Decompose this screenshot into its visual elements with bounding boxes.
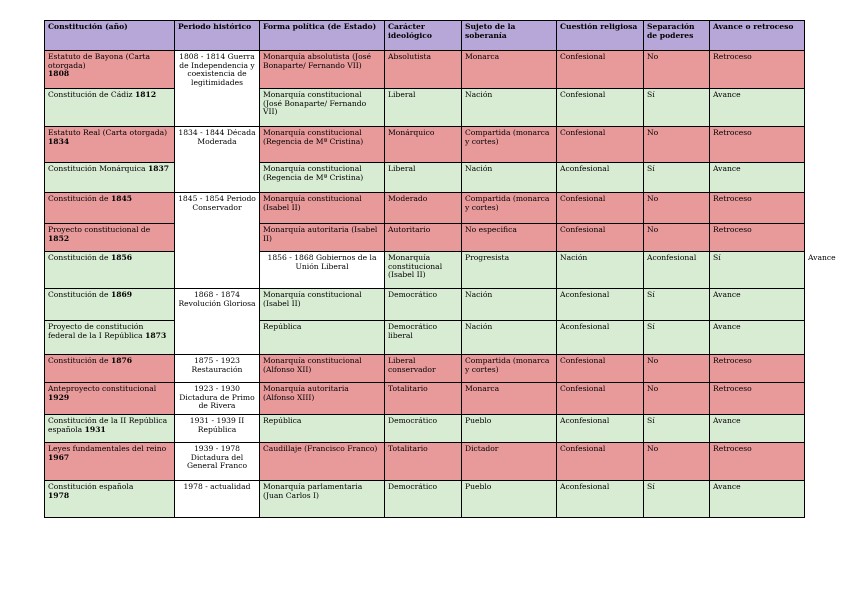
constitution-name-cell — [45, 224, 175, 252]
constitution-name: Constitución española — [48, 482, 134, 491]
constitution-name-cell — [45, 443, 175, 481]
table-row — [45, 355, 805, 383]
caracter-cell: Totalitario — [385, 383, 462, 415]
constitution-name: Constitución de Cádiz — [48, 90, 133, 99]
constitution-name-cell — [45, 383, 175, 415]
religion-cell: Aconfesional — [557, 163, 644, 193]
constitution-name-cell — [45, 481, 175, 518]
header-cell: Separación de poderes — [644, 21, 710, 51]
religion-cell: Confesional — [557, 355, 644, 383]
period-cell: 1834 - 1844 Década Moderada — [175, 127, 260, 193]
header-cell: Carácter ideológico — [385, 21, 462, 51]
constitutions-table — [44, 20, 836, 518]
avance-cell: Avance — [710, 163, 805, 193]
forma-cell: Monarquía absolutista (José Bonaparte/ Fernando VII) — [260, 51, 385, 89]
period-cell: 1808 - 1814 Guerra de Independencia y coexistencia de legitimidades — [175, 51, 260, 127]
sujeto-cell: Pueblo — [462, 415, 557, 443]
constitution-name: Constitución de — [48, 356, 109, 365]
constitution-name: Constitución de — [48, 290, 109, 299]
period-cell: 1931 - 1939 II República — [175, 415, 260, 443]
caracter-cell: Democrático liberal — [385, 321, 462, 355]
sujeto-cell: Nación — [557, 252, 644, 289]
constitution-year: 1834 — [48, 136, 70, 146]
separacion-cell: Sí — [644, 481, 710, 518]
table-row — [45, 89, 805, 127]
separacion-cell: No — [644, 51, 710, 89]
constitution-year: 1929 — [48, 392, 70, 402]
constitution-name-cell — [45, 289, 175, 321]
separacion-cell: No — [644, 383, 710, 415]
constitution-name: Constitución de — [48, 194, 109, 203]
forma-cell: Monarquía constitucional (Alfonso XII) — [260, 355, 385, 383]
constitution-year: 1873 — [145, 330, 167, 340]
constitution-year: 1845 — [110, 194, 133, 203]
separacion-cell: No — [644, 193, 710, 224]
period-cell: 1978 - actualidad — [175, 481, 260, 518]
sujeto-cell: Nación — [462, 89, 557, 127]
header-cell: Constitución (año) — [45, 21, 175, 51]
separacion-cell: No — [644, 355, 710, 383]
constitution-name: Leyes fundamentales del reino — [48, 444, 167, 453]
forma-cell: Monarquía constitucional (Isabel II) — [385, 252, 462, 289]
constitution-name: Constitución Monárquica — [48, 164, 146, 173]
religion-cell: Aconfesional — [644, 252, 710, 289]
constitution-name-cell — [45, 51, 175, 89]
sujeto-cell: Compartida (monarca y cortes) — [462, 127, 557, 163]
religion-cell: Confesional — [557, 224, 644, 252]
sujeto-cell: Monarca — [462, 51, 557, 89]
religion-cell: Confesional — [557, 383, 644, 415]
religion-cell: Aconfesional — [557, 289, 644, 321]
caracter-cell: Progresista — [462, 252, 557, 289]
table-row — [45, 127, 805, 163]
constitution-year: 1978 — [48, 490, 70, 500]
forma-cell: Monarquía constitucional (Isabel II) — [260, 289, 385, 321]
constitution-year: 1869 — [110, 290, 133, 299]
forma-cell: Monarquía constitucional (Regencia de Mª Cristina) — [260, 163, 385, 193]
caracter-cell: Autoritario — [385, 224, 462, 252]
table-row — [45, 321, 805, 355]
religion-cell: Confesional — [557, 443, 644, 481]
period-cell: 1856 - 1868 Gobiernos de la Unión Liberal — [260, 252, 385, 289]
forma-cell: Monarquía constitucional (José Bonaparte/ Fernando VII) — [260, 89, 385, 127]
separacion-cell: Sí — [644, 321, 710, 355]
sujeto-cell: Nación — [462, 289, 557, 321]
avance-cell: Avance — [710, 321, 805, 355]
table-row — [45, 443, 805, 481]
religion-cell: Aconfesional — [557, 481, 644, 518]
religion-cell: Confesional — [557, 193, 644, 224]
caracter-cell: Liberal — [385, 89, 462, 127]
separacion-cell: Sí — [644, 163, 710, 193]
constitution-name-cell — [45, 415, 175, 443]
constitution-year: 1837 — [147, 164, 170, 173]
table-row — [45, 481, 805, 518]
caracter-cell: Liberal — [385, 163, 462, 193]
sujeto-cell: Nación — [462, 321, 557, 355]
forma-cell: Monarquía parlamentaria (Juan Carlos I) — [260, 481, 385, 518]
separacion-cell: No — [644, 224, 710, 252]
constitution-name-cell — [45, 321, 175, 355]
period-cell: 1875 - 1923 Restauración — [175, 355, 260, 383]
caracter-cell: Liberal conservador — [385, 355, 462, 383]
constitution-year: 1876 — [110, 356, 133, 365]
constitution-name: Anteproyecto constitucional — [48, 384, 157, 393]
separacion-cell: Sí — [644, 415, 710, 443]
avance-cell: Retroceso — [710, 193, 805, 224]
religion-cell: Aconfesional — [557, 415, 644, 443]
forma-cell: Monarquía constitucional (Regencia de Mª Cristina) — [260, 127, 385, 163]
table-row: Constitución de 1856 1856 - 1868 Gobiernos de la Unión Liberal Monarquía constitucional (Isabel II) Progresista Nación Aconfesional Sí Avance — [45, 252, 805, 289]
header-cell: Avance o retroceso — [710, 21, 805, 51]
period-cell: 1939 - 1978 Dictadura del General Franco — [175, 443, 260, 481]
constitution-name: Constitución de — [48, 253, 109, 262]
forma-cell: República — [260, 415, 385, 443]
avance-cell: Retroceso — [710, 383, 805, 415]
constitution-year: 1808 — [48, 69, 70, 79]
sujeto-cell: Compartida (monarca y cortes) — [462, 193, 557, 224]
constitution-year: 1856 — [110, 253, 133, 262]
avance-cell: Retroceso — [710, 355, 805, 383]
avance-cell: Retroceso — [710, 51, 805, 89]
constitution-name-cell — [45, 89, 175, 127]
avance-cell: Avance — [710, 481, 805, 518]
sujeto-cell: Nación — [462, 163, 557, 193]
header-cell: Forma política (de Estado) — [260, 21, 385, 51]
separacion-cell: Sí — [710, 252, 805, 289]
forma-cell: Monarquía autoritaria (Alfonso XIII) — [260, 383, 385, 415]
constitution-year: 1812 — [134, 90, 157, 99]
religion-cell: Confesional — [557, 51, 644, 89]
avance-cell: Avance — [710, 415, 805, 443]
constitution-year: 1967 — [48, 452, 70, 462]
separacion-cell: No — [644, 443, 710, 481]
sujeto-cell: Compartida (monarca y cortes) — [462, 355, 557, 383]
constitution-name-cell — [45, 252, 175, 289]
avance-cell: Retroceso — [710, 127, 805, 163]
sujeto-cell: Monarca — [462, 383, 557, 415]
caracter-cell: Moderado — [385, 193, 462, 224]
caracter-cell: Totalitario — [385, 443, 462, 481]
avance-cell: Avance — [710, 89, 805, 127]
religion-cell: Confesional — [557, 89, 644, 127]
table-row — [45, 193, 805, 224]
table-row — [45, 289, 805, 321]
constitution-name: Estatuto Real (Carta otorgada) — [48, 128, 168, 137]
caracter-cell: Democrático — [385, 289, 462, 321]
constitution-name: Proyecto constitucional de — [48, 225, 151, 234]
period-cell: 1868 - 1874 Revolución Gloriosa — [175, 289, 260, 355]
sujeto-cell: No especifica — [462, 224, 557, 252]
caracter-cell: Absolutista — [385, 51, 462, 89]
forma-cell: Monarquía constitucional (Isabel II) — [260, 193, 385, 224]
constitution-year: 1852 — [48, 233, 70, 243]
forma-cell: República — [260, 321, 385, 355]
forma-cell: Monarquía autoritaria (Isabel II) — [260, 224, 385, 252]
table-row — [45, 163, 805, 193]
period-cell: 1845 - 1854 Periodo Conservador — [175, 193, 260, 289]
table-row — [45, 383, 805, 415]
separacion-cell: No — [644, 127, 710, 163]
avance-cell: Retroceso — [710, 224, 805, 252]
header-row — [45, 21, 805, 51]
header-cell: Periodo histórico — [175, 21, 260, 51]
constitution-year: 1931 — [84, 424, 106, 434]
constitution-name-cell — [45, 193, 175, 224]
table-row — [45, 224, 805, 252]
separacion-cell: Sí — [644, 89, 710, 127]
caracter-cell: Democrático — [385, 481, 462, 518]
header-cell: Cuestión religiosa — [557, 21, 644, 51]
caracter-cell: Democrático — [385, 415, 462, 443]
constitution-name: Estatuto de Bayona (Carta otorgada) — [48, 52, 151, 70]
forma-cell: Caudillaje (Francisco Franco) — [260, 443, 385, 481]
table-row — [45, 415, 805, 443]
caracter-cell: Monárquico — [385, 127, 462, 163]
constitution-name: Proyecto de constitución federal de la I República — [48, 322, 144, 340]
religion-cell: Confesional — [557, 127, 644, 163]
constitution-name-cell — [45, 163, 175, 193]
religion-cell: Aconfesional — [557, 321, 644, 355]
constitution-name-cell — [45, 127, 175, 163]
avance-cell: Retroceso — [710, 443, 805, 481]
period-cell: 1923 - 1930 Dictadura de Primo de Rivera — [175, 383, 260, 415]
constitution-name-cell — [45, 355, 175, 383]
avance-cell: Avance — [710, 289, 805, 321]
sujeto-cell: Dictador — [462, 443, 557, 481]
table-row — [45, 51, 805, 89]
separacion-cell: Sí — [644, 289, 710, 321]
header-cell: Sujeto de la soberanía — [462, 21, 557, 51]
constitution-name: Constitución de la II República española — [48, 416, 168, 434]
sujeto-cell: Pueblo — [462, 481, 557, 518]
